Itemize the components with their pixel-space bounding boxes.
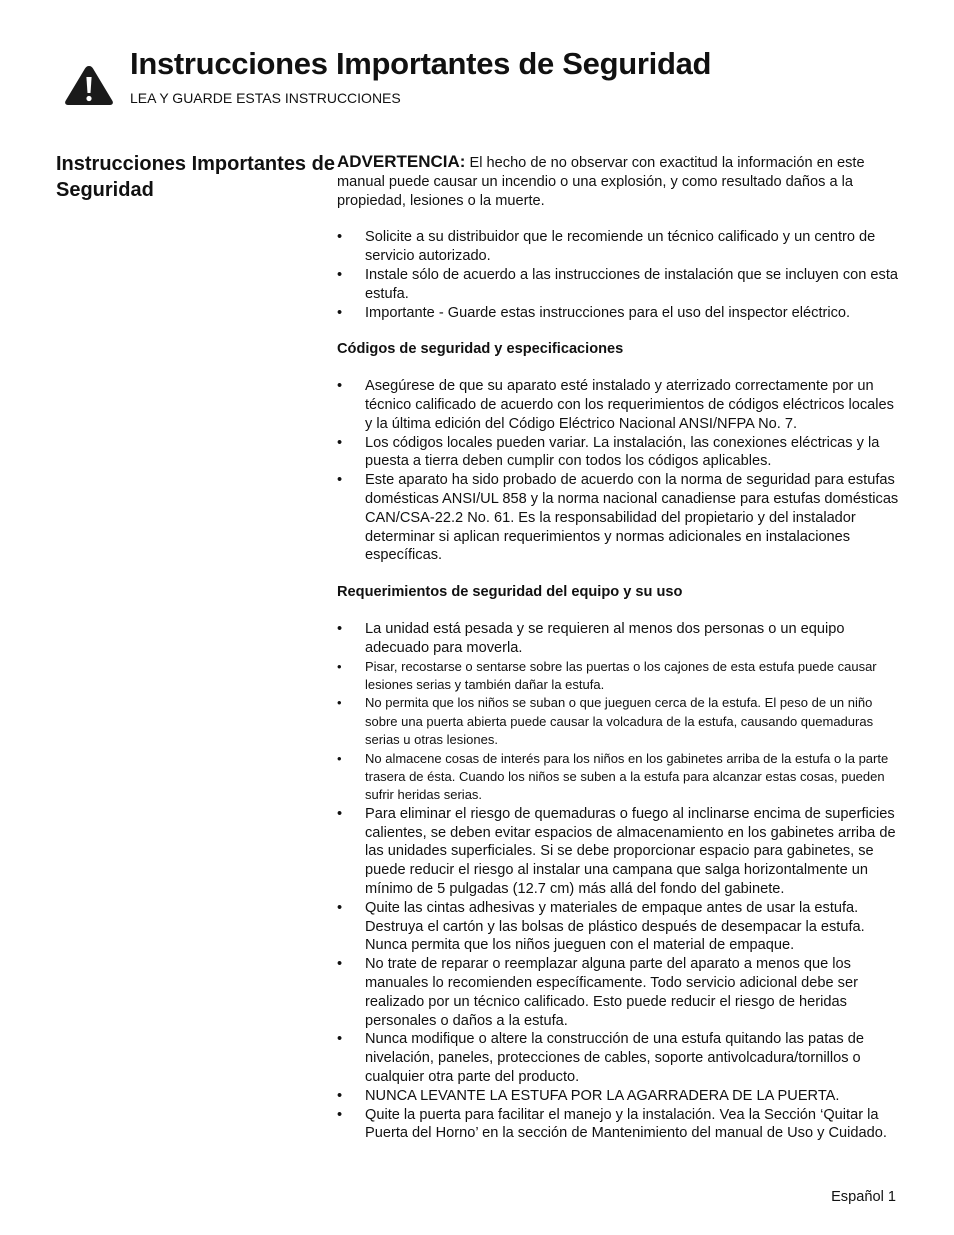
list-item: • Los códigos locales pueden variar. La instalación, las conexiones eléctricas y la puesta a tierra deben cumplir con todos los códigos aplicables. — [337, 434, 903, 472]
list-item: • Este aparato ha sido probado de acuerdo con la norma de seguridad para estufas domésticas ANSI/UL 858 y la norma nacional canadiense para estufas domésticas CAN/CSA-22.2 No. 61. Es la responsabilidad del propietario y del instalador determinar si aplican requerimientos y normas adicionales en instalaciones específicas. — [337, 471, 903, 565]
page-subtitle: LEA Y GUARDE ESTAS INSTRUCCIONES — [130, 90, 401, 106]
page-title: Instrucciones Importantes de Seguridad — [130, 46, 712, 81]
list-item: • NUNCA LEVANTE LA ESTUFA POR LA AGARRADERA DE LA PUERTA. — [337, 1087, 903, 1106]
equipment-section-heading: Requerimientos de seguridad del equipo y su uso — [337, 584, 683, 601]
list-item: • La unidad está pesada y se requieren al menos dos personas o un equipo adecuado para moverla. — [337, 620, 903, 658]
list-item: • Instale sólo de acuerdo a las instrucciones de instalación que se incluyen con esta estufa. — [337, 266, 903, 304]
content-column — [337, 153, 903, 1161]
list-item: • No almacene cosas de interés para los niños en los gabinetes arriba de la estufa o la parte trasera de ésta. Cuando los niños se suben a la estufa para alcanzar estas cosas, pueden sufrir heridas serias. — [337, 750, 903, 805]
list-item: • Para eliminar el riesgo de quemaduras o fuego al inclinarse encima de superficies calientes, se deben evitar espacios de almacenamiento en los gabinetes arriba de las unidades superficiales. Si se debe proporcionar espacio para gabinetes, se puede reducir el riesgo al instalar una campana que salga horizontalmente un mínimo de 5 pulgadas (12.7 cm) más allá del fondo del gabinete. — [337, 805, 903, 899]
list-item: • Pisar, recostarse o sentarse sobre las puertas o los cajones de esta estufa puede causar lesiones serias y también dañar la estufa. — [337, 658, 903, 695]
list-item: • Quite las cintas adhesivas y materiales de empaque antes de usar la estufa. Destruya el cartón y las bolsas de plástico después de desempacar la estufa. Nunca permita que los niños jueguen con el material de empaque. — [337, 899, 903, 955]
section-side-heading: Instrucciones Importantes de Seguridad — [56, 153, 335, 201]
list-item: • No permita que los niños se suban o que jueguen cerca de la estufa. El peso de un niño sobre una puerta abierta puede causar la volcadura de la estufa, causando quemaduras serias u otras lesiones. — [337, 694, 903, 749]
list-item: • No trate de reparar o reemplazar alguna parte del aparato a menos que los manuales lo recomienden específicamente. Todo servicio adicional debe ser realizado por un técnico calificado. Esto puede reducir el riesgo de heridas personales o daños a la estufa. — [337, 955, 903, 1030]
list-item: • Nunca modifique o altere la construcción de una estufa quitando las patas de nivelación, paneles, protecciones de cables, soporte antivolcadura/tornillos o cualquier otra parte del producto. — [337, 1030, 903, 1086]
equipment-bullet-list — [337, 620, 903, 1143]
codes-bullet-list — [337, 377, 903, 565]
list-item: • Importante - Guarde estas instrucciones para el uso del inspector eléctrico. — [337, 304, 903, 323]
warning-paragraph — [337, 153, 903, 210]
list-item: • Asegúrese de que su aparato esté instalado y aterrizado correctamente por un técnico calificado de acuerdo con los requerimientos de códigos eléctricos locales y la última edición del Código Eléctrico Nacional ANSI/NFPA No. 7. — [337, 377, 903, 433]
list-item: • Solicite a su distribuidor que le recomiende un técnico calificado y un centro de servicio autorizado. — [337, 228, 903, 266]
codes-section-heading: Códigos de seguridad y especificaciones — [337, 341, 624, 358]
page-number: Español 1 — [831, 1189, 896, 1205]
warning-triangle-icon — [64, 64, 114, 106]
list-item: • Quite la puerta para facilitar el manejo y la instalación. Vea la Sección ‘Quitar la Puerta del Horno’ en la sección de Mantenimiento del manual de Uso y Cuidado. — [337, 1106, 903, 1144]
warning-label: ADVERTENCIA: — [337, 152, 466, 171]
warning-text: El hecho de no observar con exactitud la información en este manual puede causar un incendio o una explosión, y como resultado daños a la propiedad, lesiones o la muerte. — [337, 155, 865, 209]
intro-bullet-list — [337, 228, 903, 322]
